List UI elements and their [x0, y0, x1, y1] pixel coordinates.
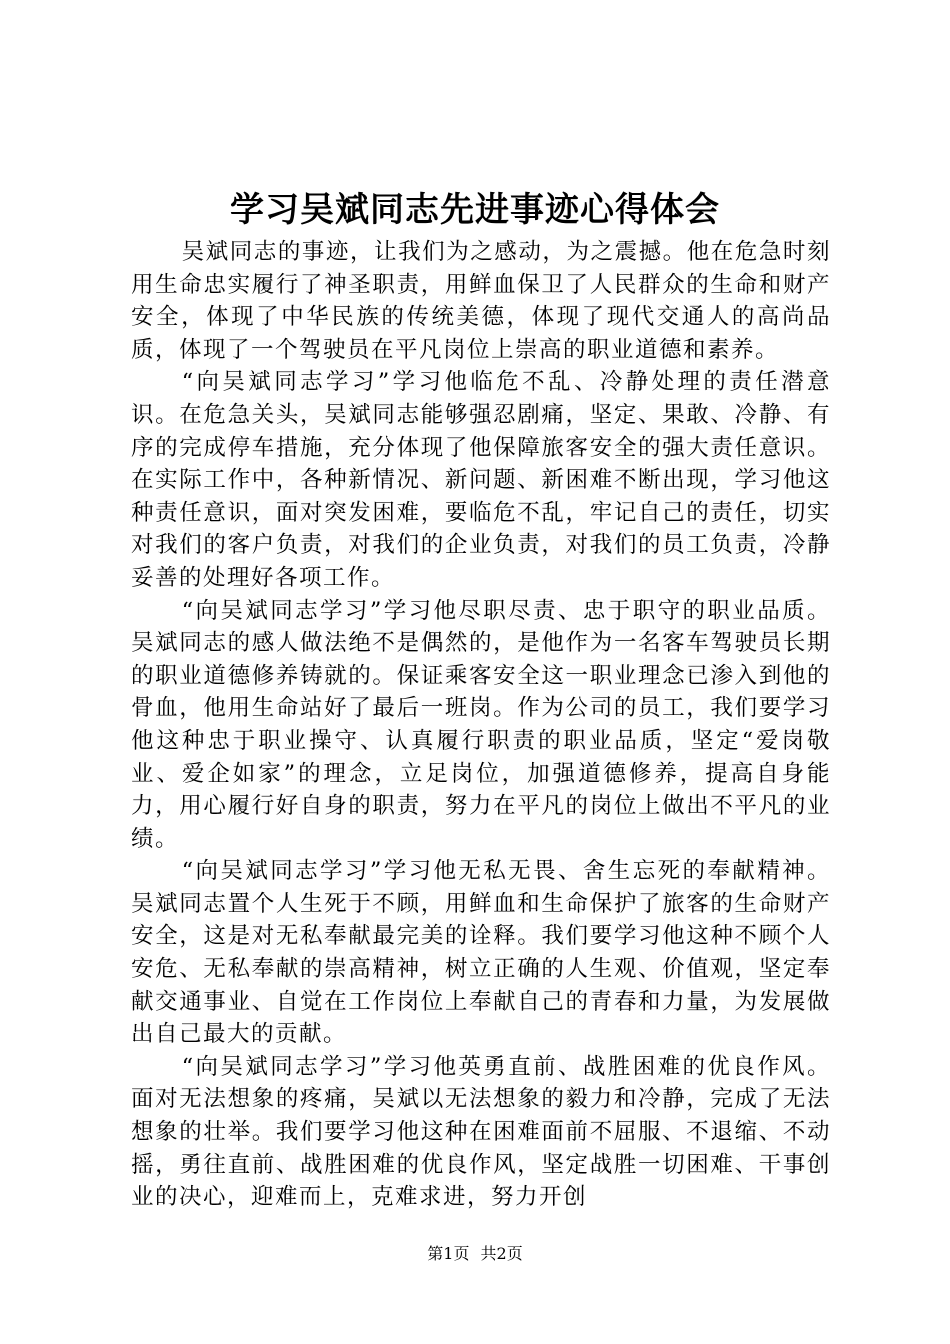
paragraph: 吴斌同志的事迹，让我们为之感动，为之震撼。他在危急时刻用生命忠实履行了神圣职责，用鲜血保卫了人民群众的生命和财产安全，体现了中华民族的传统美德，体现了现代交通人的高尚品质，体现了一个驾驶员在平凡岗位上崇高的职业道德和素养。 [131, 239, 831, 363]
page-footer [0, 1243, 950, 1265]
document-body [131, 236, 831, 1214]
paragraph: “向吴斌同志学习”学习他临危不乱、冷静处理的责任潜意识。在危急关头，吴斌同志能够强忍剧痛，坚定、果敢、冷静、有序的完成停车措施，充分体现了他保障旅客安全的强大责任意识。在实际工作中，各种新情况、新问题、新困难不断出现，学习他这种责任意识，面对突发困难，要临危不乱，牢记自己的责任，切实对我们的客户负责，对我们的企业负责，对我们的员工负责，冷静妥善的处理好各项工作。 [131, 369, 831, 591]
page-total: 共2页 [480, 1244, 523, 1263]
page-number: 第1页 [427, 1244, 470, 1263]
paragraph: “向吴斌同志学习”学习他尽职尽责、忠于职守的职业品质。吴斌同志的感人做法绝不是偶然的，是他作为一名客车驾驶员长期的职业道德修养铸就的。保证乘客安全这一职业理念已渗入到他的骨血，他用生命站好了最后一班岗。作为公司的员工，我们要学习他这种忠于职业操守、认真履行职责的职业品质，坚定“爱岗敬业、爱企如家”的理念，立足岗位，加强道德修养，提高自身能力，用心履行好自身的职责，努力在平凡的岗位上做出不平凡的业绩。 [131, 597, 831, 852]
paragraph: “向吴斌同志学习”学习他英勇直前、战胜困难的优良作风。面对无法想象的疼痛，吴斌以无法想象的毅力和冷静，完成了无法想象的壮举。我们要学习他这种在困难面前不屈服、不退缩、不动摇，勇往直前、战胜困难的优良作风，坚定战胜一切困难、干事创业的决心，迎难而上，克难求进，努力开创 [131, 1053, 831, 1211]
document-title: 学习吴斌同志先进事迹心得体会 [230, 190, 720, 230]
paragraph: “向吴斌同志学习”学习他无私无畏、舍生忘死的奉献精神。吴斌同志置个人生死于不顾，用鲜血和生命保护了旅客的生命财产安全，这是对无私奉献最完美的诠释。我们要学习他这种不顾个人安危、无私奉献的崇高精神，树立正确的人生观、价值观，坚定奉献交通事业、自觉在工作岗位上奉献自己的青春和力量，为发展做出自己最大的贡献。 [131, 858, 831, 1048]
